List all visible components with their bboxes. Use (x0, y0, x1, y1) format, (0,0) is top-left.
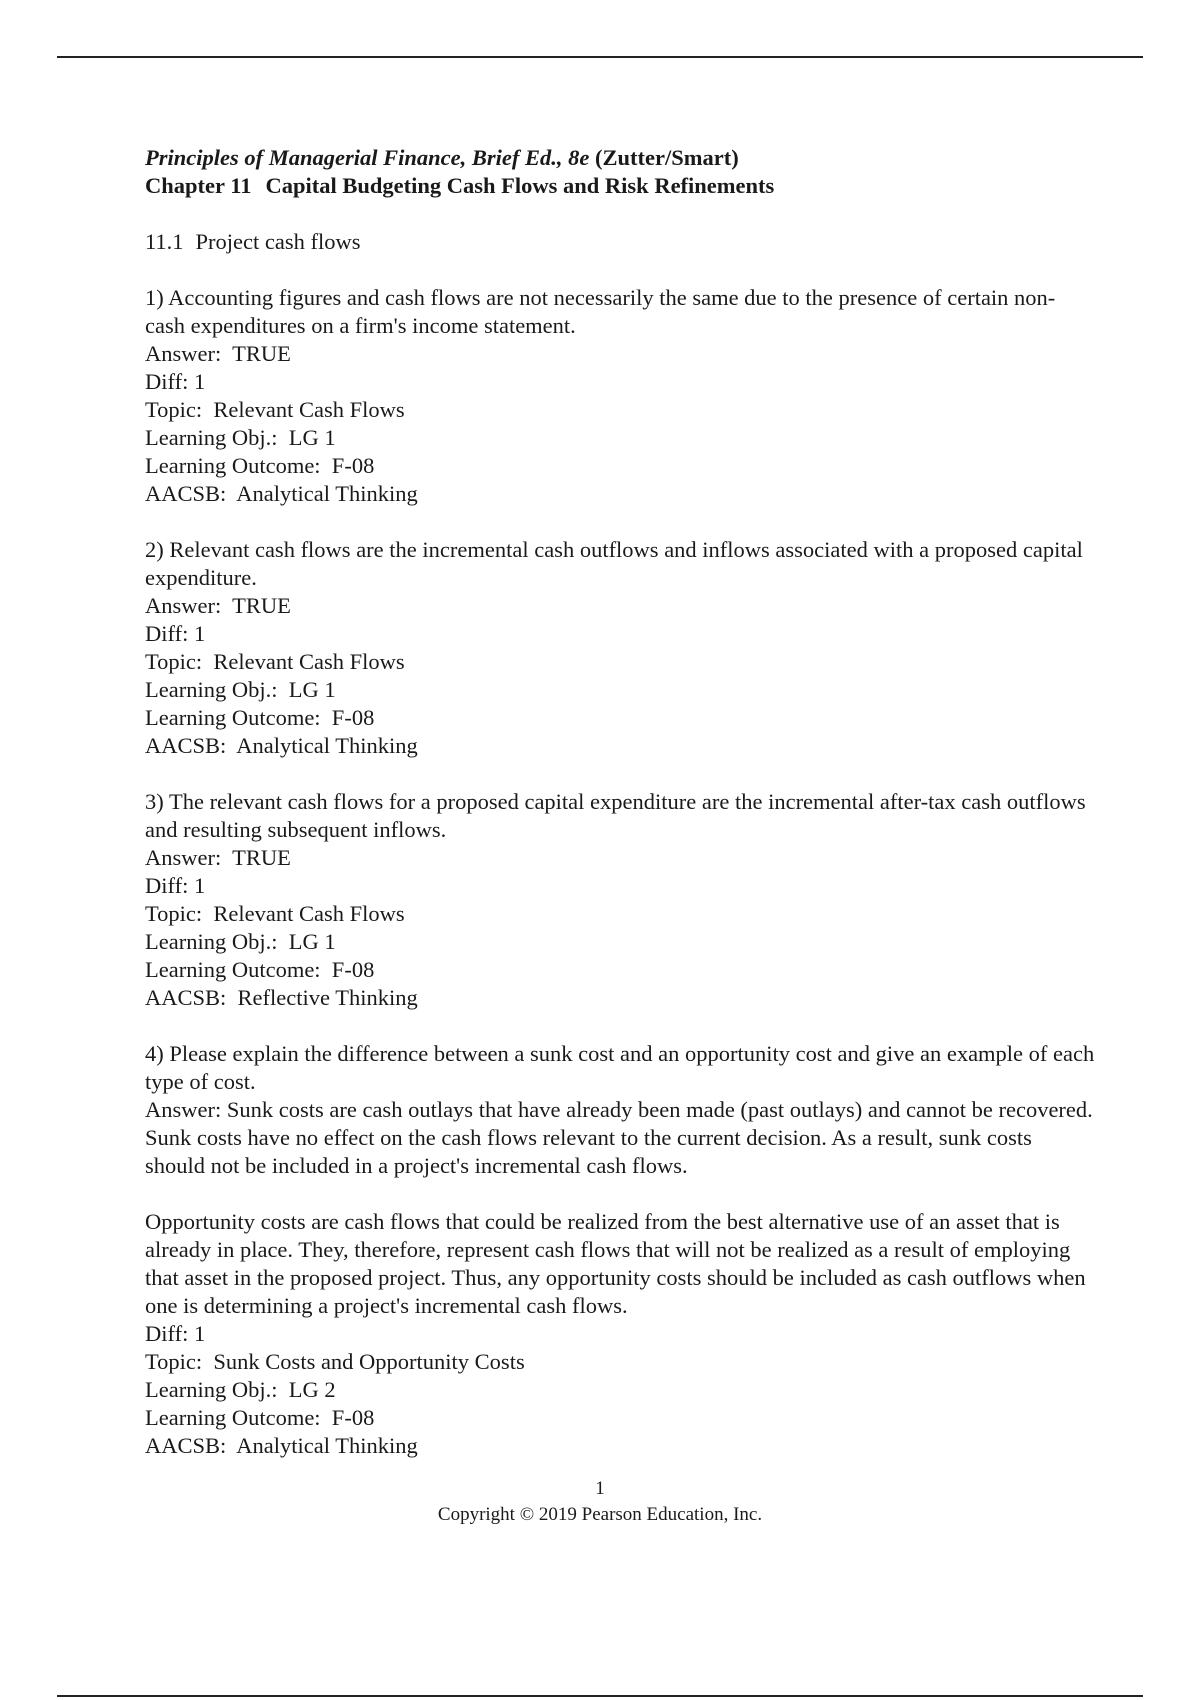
question-text: 1) Accounting figures and cash flows are not necessarily the same due to the presence of certain non-cash expenditures on a firm's income statement. (145, 285, 1056, 338)
aacsb: AACSB: Analytical Thinking (145, 481, 418, 506)
copyright-notice: Copyright © 2019 Pearson Education, Inc. (437, 1504, 763, 1525)
question-text: 4) Please explain the difference between a sunk cost and an opportunity cost and give an example of each type of cost. (145, 1041, 1095, 1094)
section-number: 11.1 (145, 229, 184, 254)
learning-outcome: Learning Outcome: F-08 (145, 1405, 375, 1430)
topic: Topic: Relevant Cash Flows (145, 649, 405, 674)
chapter-title: Capital Budgeting Cash Flows and Risk Refinements (265, 173, 775, 198)
answer-continued: Opportunity costs are cash flows that could be realized from the best alternative use of an asset that is already in place. They, therefore, represent cash flows that will not be realized as a result of employing that asset in the proposed project. Thus, any opportunity costs should be included as cash outflows when one is determining a project's incremental cash flows. (145, 1209, 1086, 1318)
page-number: 1 (595, 1478, 605, 1499)
answer: Answer: TRUE (145, 341, 291, 366)
question-text: 3) The relevant cash flows for a proposed capital expenditure are the incremental after-tax cash outflows and resulting subsequent inflows. (145, 789, 1086, 842)
book-title: Principles of Managerial Finance, Brief Ed., 8e (145, 145, 590, 170)
learning-outcome: Learning Outcome: F-08 (145, 705, 375, 730)
learning-outcome: Learning Outcome: F-08 (145, 453, 375, 478)
section-title: Project cash flows (195, 229, 361, 254)
learning-outcome: Learning Outcome: F-08 (145, 957, 375, 982)
document-page (145, 144, 1095, 1488)
question-text: 2) Relevant cash flows are the incremental cash outflows and inflows associated with a proposed capital expenditure. (145, 537, 1083, 590)
learning-objective: Learning Obj.: LG 1 (145, 425, 336, 450)
topic: Topic: Relevant Cash Flows (145, 397, 405, 422)
learning-objective: Learning Obj.: LG 2 (145, 1377, 336, 1402)
difficulty: Diff: 1 (145, 621, 206, 646)
bottom-rule (57, 1695, 1143, 1697)
answer: Answer: Sunk costs are cash outlays that have already been made (past outlays) and cannot be recovered. Sunk costs have no effect on the cash flows relevant to the current decision. As a result, sunk costs should not be included in a project's incremental cash flows. (145, 1097, 1093, 1178)
difficulty: Diff: 1 (145, 873, 206, 898)
topic: Topic: Sunk Costs and Opportunity Costs (145, 1349, 525, 1374)
learning-objective: Learning Obj.: LG 1 (145, 677, 336, 702)
question-2 (145, 536, 1095, 760)
question-1 (145, 284, 1095, 508)
difficulty: Diff: 1 (145, 369, 206, 394)
aacsb: AACSB: Reflective Thinking (145, 985, 418, 1010)
section-heading (145, 228, 1095, 256)
learning-objective: Learning Obj.: LG 1 (145, 929, 336, 954)
book-title-line (145, 144, 1095, 172)
answer: Answer: TRUE (145, 845, 291, 870)
difficulty: Diff: 1 (145, 1321, 206, 1346)
aacsb: AACSB: Analytical Thinking (145, 1433, 418, 1458)
answer: Answer: TRUE (145, 593, 291, 618)
aacsb: AACSB: Analytical Thinking (145, 733, 418, 758)
chapter-label: Chapter 11 (145, 173, 252, 198)
top-rule (57, 56, 1143, 58)
chapter-heading (145, 172, 1095, 200)
topic: Topic: Relevant Cash Flows (145, 901, 405, 926)
paragraph-break (145, 1180, 1095, 1208)
question-4 (145, 1040, 1095, 1460)
question-3 (145, 788, 1095, 1012)
book-authors: (Zutter/Smart) (595, 145, 739, 170)
